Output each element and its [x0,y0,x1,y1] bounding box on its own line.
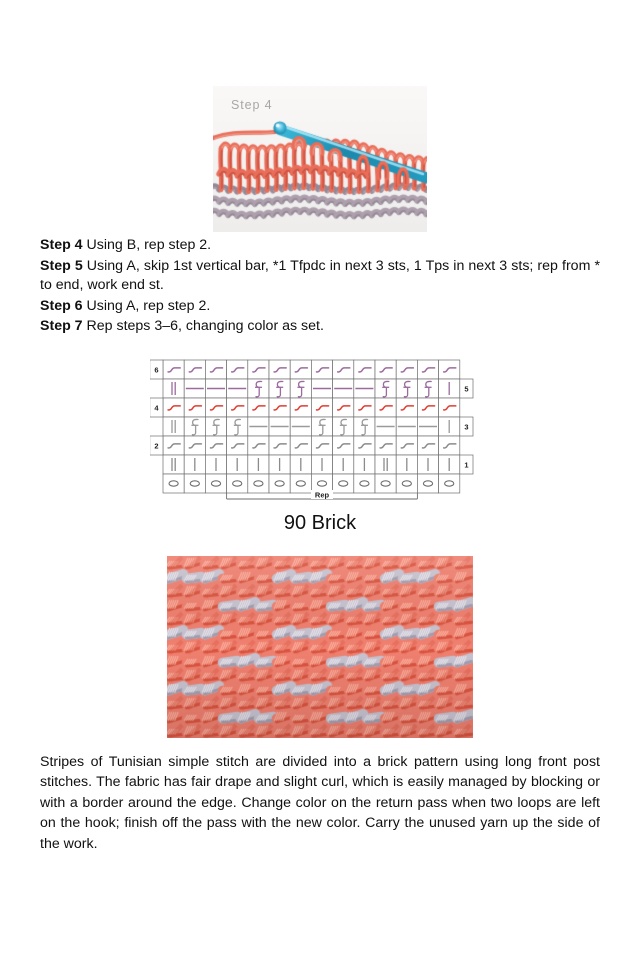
swatch-photo [167,556,473,738]
instruction-step [40,297,600,317]
chart-cell [163,417,184,436]
chart-cell [290,398,311,417]
chart-row-number: 6 [154,365,159,375]
chart-row-number: 4 [154,403,159,413]
chart-cell [333,398,354,417]
chart-row-number: 5 [464,384,469,394]
instruction-list [40,236,600,338]
chart-cell [163,474,184,493]
chart-cell [439,436,460,455]
chart-cell [184,398,205,417]
photo-step-label: Step 4 [231,98,273,112]
chart-cell [269,360,290,379]
step-number: Step 4 [40,237,83,253]
chart-cell [333,474,354,493]
chart-cell [354,474,375,493]
chart-cell [227,474,248,493]
chart-cell [184,474,205,493]
chart-cell [248,436,269,455]
stitch-chart [0,358,640,518]
chart-cell [354,398,375,417]
chart-cell [290,474,311,493]
chart-cell [375,455,396,474]
chart-cell [227,436,248,455]
chart-cell [269,474,290,493]
chart-cell [269,436,290,455]
chart-cell [439,474,460,493]
chart-cell [396,360,417,379]
step-text: Rep steps 3–6, changing color as set. [82,318,324,335]
chart-cell [163,379,184,398]
chart-cell [396,398,417,417]
chart-cell [248,398,269,417]
instruction-step [40,257,600,296]
chart-cell [205,398,226,417]
chart-cell [375,436,396,455]
description-text: Stripes of Tunisian simple stitch are divided into a brick pattern using long front post stitches. The fabric has fair drape and slight curl, which is easily managed by blocking or with a border around the edge. Change color on the return pass when two loops are left on the hook; finish off the pass with the new color. Carry the unused yarn up the side of the work. [40,754,600,852]
chart-cell [248,474,269,493]
chart-cell [163,455,184,474]
chart-cell [396,474,417,493]
chart-cell [163,436,184,455]
step-number: Step 7 [40,318,83,335]
chart-cell [269,398,290,417]
chart-cell [333,436,354,455]
chart-cell [439,398,460,417]
step-number: Step 6 [40,297,83,314]
chart-cell [184,360,205,379]
instruction-step [40,236,600,256]
chart-cell [248,360,269,379]
chart-cell [290,436,311,455]
chart-cell [184,436,205,455]
chart-cell [417,436,438,455]
chart-cell [205,474,226,493]
chart-cell [417,360,438,379]
chart-cell [163,398,184,417]
chart-cell [205,360,226,379]
stitch-chart-svg [150,358,490,518]
chart-cell [311,360,332,379]
chart-cell [354,436,375,455]
instruction-step [40,317,600,337]
step-text: Using B, rep step 2. [82,237,212,253]
chart-cell [375,474,396,493]
chart-cell [290,360,311,379]
brick-stitch-swatch-photo [167,556,473,738]
chart-cell [227,360,248,379]
chart-cell [396,436,417,455]
step-text: Using A, skip 1st vertical bar, *1 Tfpdc in next 3 sts, 1 Tps in next 3 sts; rep from * to end, work end st. [40,257,600,294]
page-title: 90 Brick [283,512,357,534]
step-text: Using A, rep step 2. [82,297,211,314]
chart-cell [205,436,226,455]
chart-cell [311,398,332,417]
chart-cell [417,474,438,493]
chart-cell [375,398,396,417]
chart-cell [375,360,396,379]
chart-cell [439,360,460,379]
step-photo [213,86,427,232]
chart-cell [163,360,184,379]
pattern-description [40,752,600,854]
chart-cell [311,436,332,455]
step-number: Step 5 [40,257,83,274]
chart-cell [417,398,438,417]
chart-cell [354,360,375,379]
chart-cell [227,398,248,417]
repeat-label: Rep [314,490,330,500]
chart-row-number: 3 [464,422,469,432]
chart-row-number: 2 [154,441,159,451]
chart-cell [333,360,354,379]
chart-row-number: 1 [464,460,469,470]
